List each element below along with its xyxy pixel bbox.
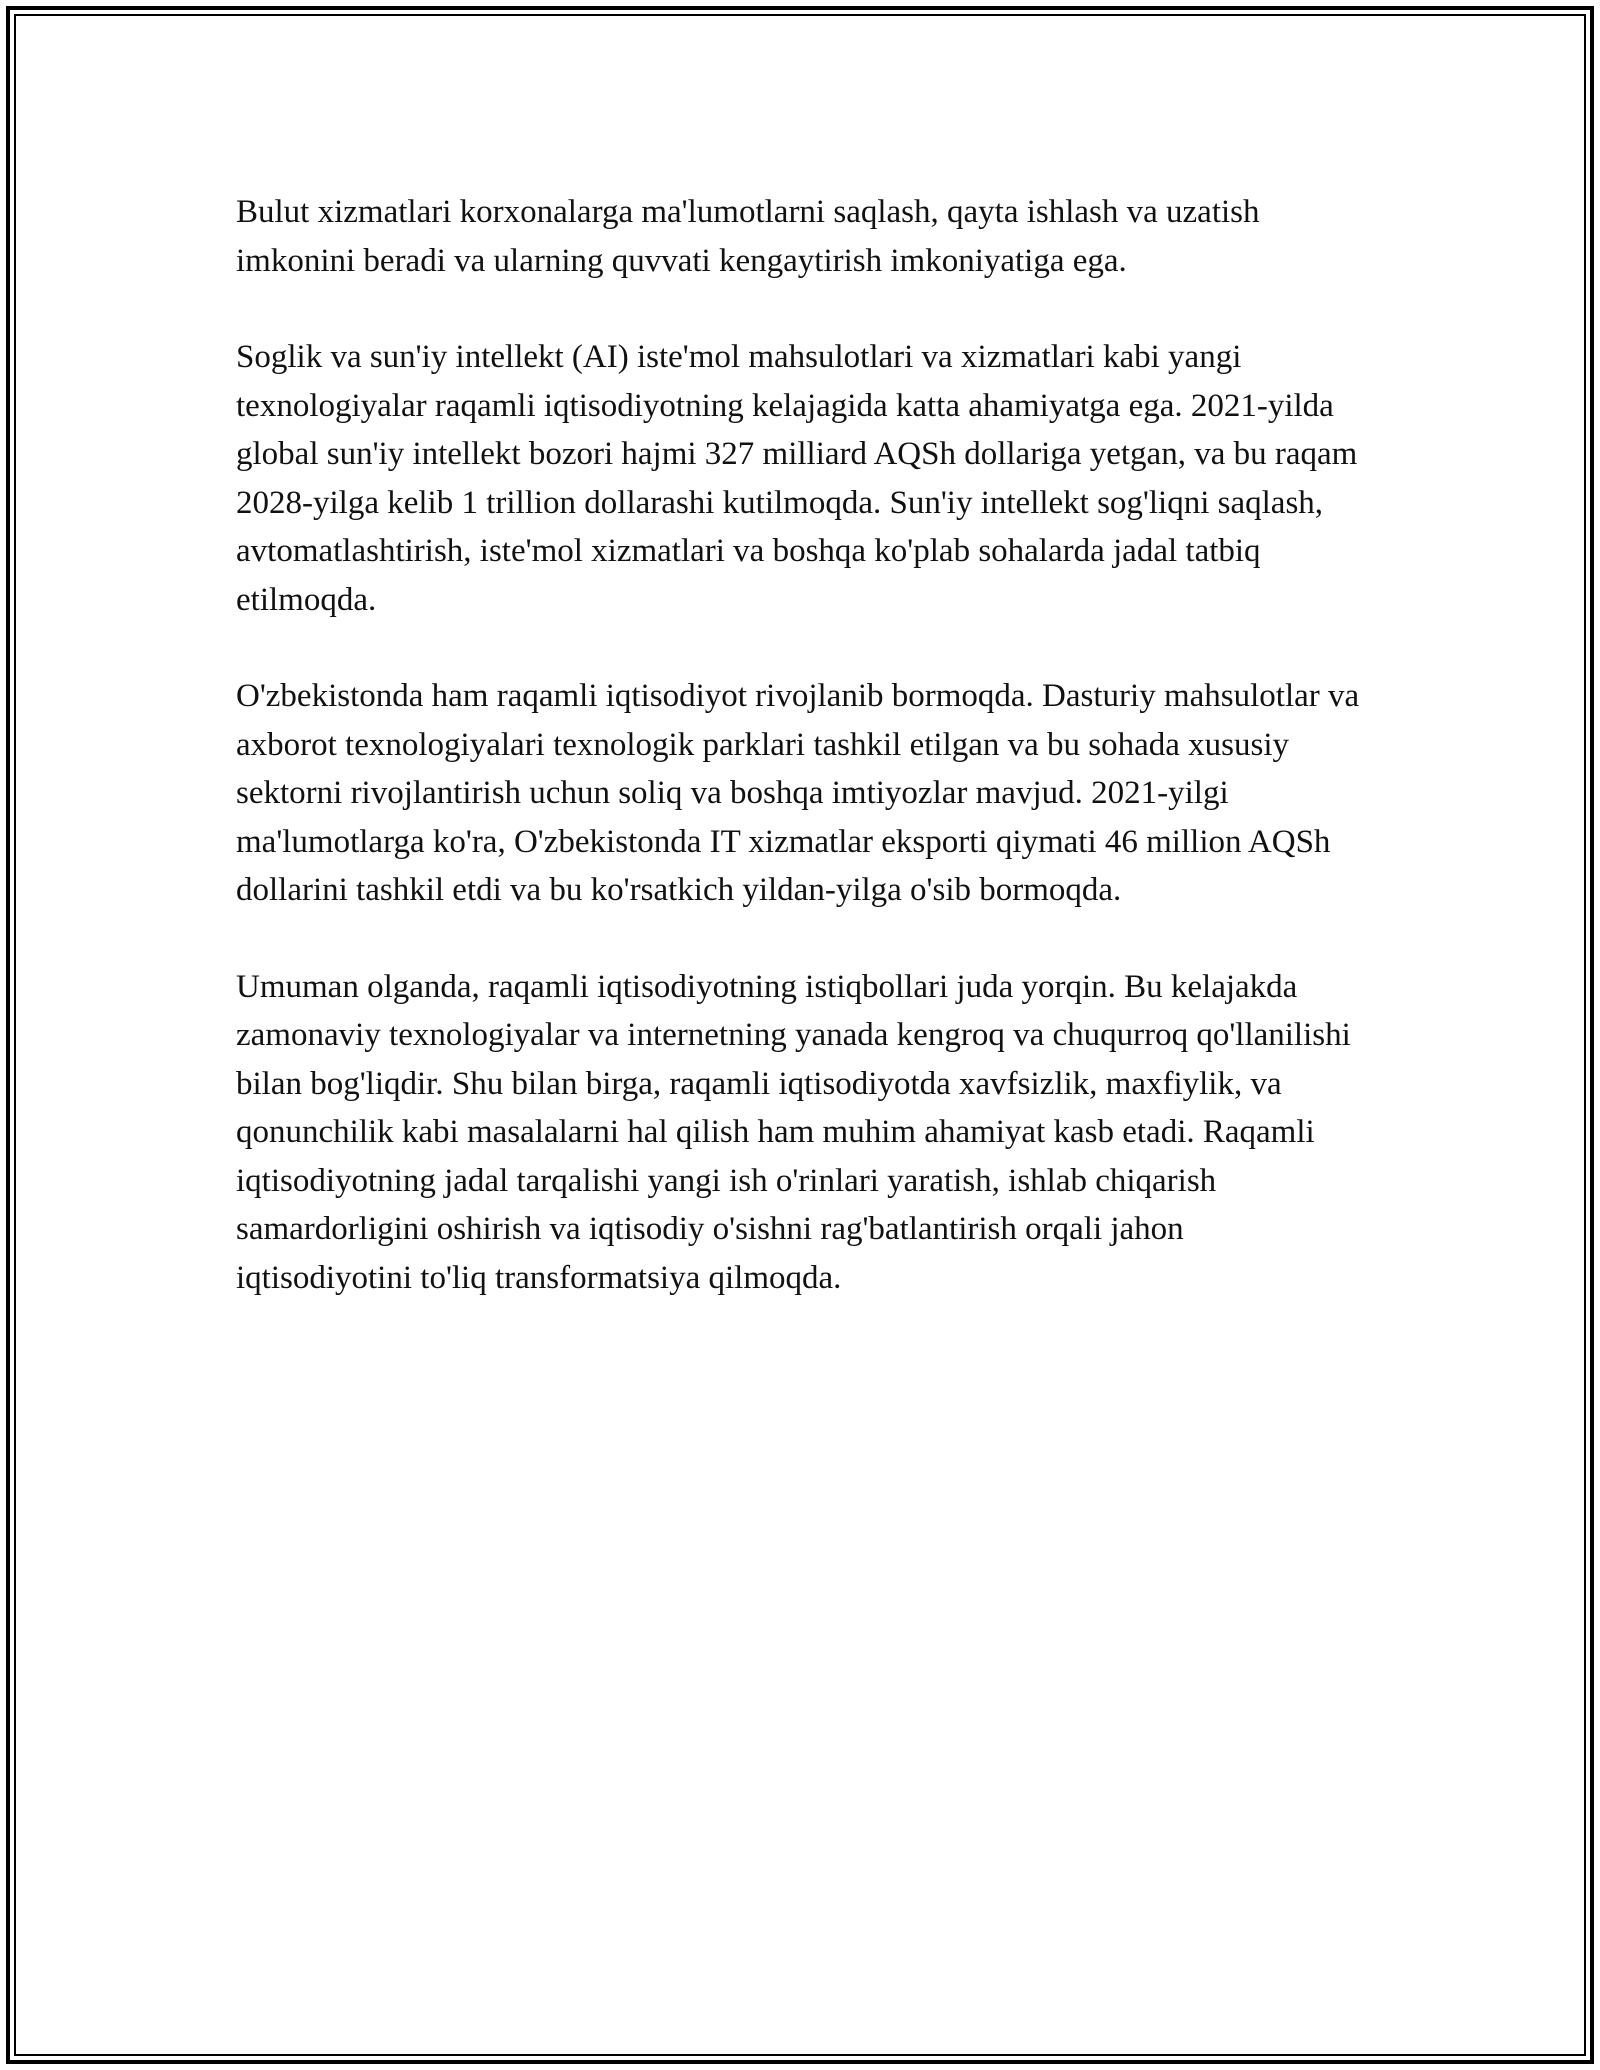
paragraph-uzbekistan-digital-economy: O'zbekistonda ham raqamli iqtisodiyot rivojlanib bormoqda. Dasturiy mahsulotlar va axborot texnologiyalari texnologik parklari tashkil etilgan va bu sohada xususiy sektorni rivojlantirish uchun soliq va boshqa imtiyozlar mavjud. 2021-yilgi ma'lumotlarga ko'ra, O'zbekistonda IT xizmatlar eksporti qiymati 46 million AQSh dollarini tashkil etdi va bu ko'rsatkich yildan-yilga o'sib bormoqda.	[236, 678, 1360, 908]
paragraph-cloud-services: Bulut xizmatlari korxonalarga ma'lumotlarni saqlash, qayta ishlash va uzatish imkonini beradi va ularning quvvati kengaytirish imkoniyatiga ega.	[236, 194, 1260, 279]
paragraph-artificial-intelligence: Soglik va sun'iy intellekt (AI) iste'mol mahsulotlari va xizmatlari kabi yangi texnologiyalar raqamli iqtisodiyotning kelajagida katta ahamiyatga ega. 2021-yilda global sun'iy intellekt bozori hajmi 327 milliard AQSh dollariga yetgan, va bu raqam 2028-yilga kelib 1 trillion dollarashi kutilmoqda. Sun'iy intellekt sog'liqni saqlash, avtomatlashtirish, iste'mol xizmatlari va boshqa ko'plab sohalarda jadal tatbiq etilmoqda.	[236, 339, 1358, 618]
paragraph-conclusion: Umuman olganda, raqamli iqtisodiyotning istiqbollari juda yorqin. Bu kelajakda zamonaviy texnologiyalar va internetning yanada kengroq va chuqurroq qo'llanilishi bilan bog'liqdir. Shu bilan birga, raqamli iqtisodiyotda xavfsizlik, maxfiylik, va qonunchilik kabi masalalarni hal qilish ham muhim ahamiyat kasb etadi. Raqamli iqtisodiyotning jadal tarqalishi yangi ish o'rinlari yaratish, ishlab chiqarish samardorligini oshirish va iqtisodiy o'sishni rag'batlantirish orqali jahon iqtisodiyotini to'liq transformatsiya qilmoqda.	[236, 968, 1351, 1296]
document-body	[236, 188, 1366, 1350]
